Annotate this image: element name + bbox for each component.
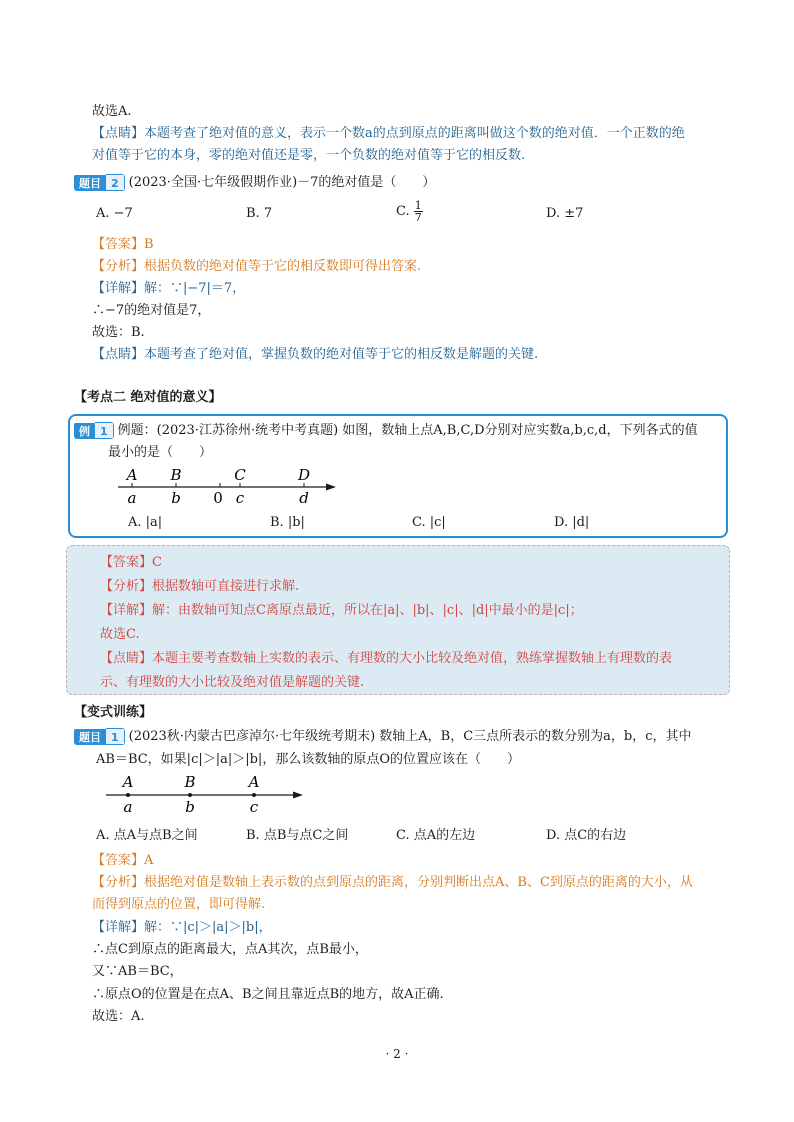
variant-title: 【变式训练】 bbox=[74, 705, 153, 720]
value-label-d: d bbox=[299, 489, 309, 507]
q2-option-a[interactable]: A. −7 bbox=[96, 206, 133, 221]
example-detail-1: 【详解】解：由数轴可知点C离原点最近，所以在|a|、|b|、|c|、|d|中最小的是|c|； bbox=[100, 603, 583, 618]
top-comment-line1: 【点睛】本题考查了绝对值的意义，表示一个数a的点到原点的距离叫做这个数的绝对值．一个正数的绝 bbox=[92, 126, 685, 141]
q2-comment: 【点睛】本题考查了绝对值，掌握负数的绝对值等于它的相反数是解题的关键. bbox=[92, 347, 539, 362]
variant-option-b[interactable]: B. 点B与点C之间 bbox=[246, 828, 349, 843]
variant-analysis-1: 【分析】根据绝对值是数轴上表示数的点到原点的距离，分别判断出点A、B、C到原点的距离的大小，从 bbox=[92, 875, 693, 890]
variant-detail-5: 故选：A. bbox=[92, 1009, 145, 1024]
page-number: · 2 · bbox=[385, 1047, 409, 1061]
example-option-b[interactable]: B. |b| bbox=[270, 515, 305, 530]
variant-stem-line1: 题目 1 (2023秋·内蒙古巴彦淖尔·七年级统考期末) 数轴上A，B，C三点所表示的数分别为a，b，c，其中 bbox=[74, 727, 692, 747]
point-dot-b bbox=[188, 793, 192, 797]
variant-detail-4: ∴原点O的位置是在点A、B之间且靠近点B的地方，故A正确. bbox=[92, 987, 444, 1002]
example-stem-line2: 最小的是（ ） bbox=[108, 445, 213, 460]
question-2-stem: 题目 2 (2023·全国·七年级假期作业)－7的绝对值是（ ） bbox=[74, 173, 435, 193]
top-conclusion: 故选A. bbox=[92, 104, 132, 119]
point-label-B: B bbox=[184, 773, 196, 791]
value-label-a: a bbox=[123, 798, 133, 816]
point-dot-a bbox=[126, 793, 130, 797]
variant-stem-line2: AB＝BC，如果|c|＞|a|＞|b|，那么该数轴的原点O的位置应该在（ ） bbox=[96, 752, 520, 767]
question-badge: 题目 2 bbox=[74, 174, 125, 191]
variant-answer: 【答案】A bbox=[92, 853, 154, 868]
example-option-a[interactable]: A. |a| bbox=[128, 515, 163, 530]
variant-analysis-2: 而得到原点的位置，即可得解. bbox=[92, 897, 266, 912]
point-dot-c bbox=[252, 793, 256, 797]
variant-badge: 题目 1 bbox=[74, 728, 125, 745]
q2-detail-2: ∴−7的绝对值是7， bbox=[92, 303, 211, 318]
point-label-C: C bbox=[234, 466, 246, 484]
q2-option-c[interactable]: C. $\frac{1}{7}$ bbox=[396, 199, 422, 224]
q2-option-b[interactable]: B. 7 bbox=[246, 206, 273, 221]
example-answer: 【答案】C bbox=[100, 555, 162, 570]
axis-arrow-icon bbox=[293, 792, 303, 799]
point-label-B: B bbox=[170, 466, 182, 484]
variant-option-d[interactable]: D. 点C的右边 bbox=[546, 828, 627, 843]
example-badge: 例 1 bbox=[74, 422, 114, 439]
point-label-A: A bbox=[122, 773, 134, 791]
value-label-c: c bbox=[235, 489, 245, 507]
q2-answer: 【答案】B bbox=[92, 237, 154, 252]
point-label-A2: A bbox=[248, 773, 260, 791]
q2-option-d[interactable]: D. ±7 bbox=[546, 206, 584, 221]
example-option-d[interactable]: D. |d| bbox=[554, 515, 590, 530]
example-analysis: 【分析】根据数轴可直接进行求解. bbox=[100, 579, 300, 594]
example-stem-line1: 例 1 例题：(2023·江苏徐州·统考中考真题) 如图，数轴上点A,B,C,D分别对应实数a,b,c,d，下列各式的值 bbox=[74, 421, 698, 441]
section-title: 【考点二 绝对值的意义】 bbox=[74, 390, 222, 405]
fraction-one-seventh: $\frac{1}{7}$ bbox=[414, 199, 422, 224]
example-detail-2: 故选C. bbox=[100, 627, 140, 642]
example-option-c[interactable]: C. |c| bbox=[412, 515, 446, 530]
example-comment-2: 示、有理数的大小比较及绝对值是解题的关键. bbox=[100, 675, 365, 690]
example-number-line bbox=[110, 464, 350, 508]
value-label-b: b bbox=[171, 489, 181, 507]
value-label-0: 0 bbox=[213, 489, 223, 507]
axis-arrow-icon bbox=[326, 484, 336, 491]
q2-detail-3: 故选：B. bbox=[92, 325, 145, 340]
value-label-a: a bbox=[127, 489, 137, 507]
variant-detail-3: 又∵AB＝BC， bbox=[92, 964, 183, 979]
value-label-b: b bbox=[185, 798, 195, 816]
q2-detail-1: 【详解】解：∵|−7|＝7， bbox=[92, 281, 246, 296]
top-comment-line2: 对值等于它的本身，零的绝对值还是零，一个负数的绝对值等于它的相反数. bbox=[92, 148, 526, 163]
point-label-D: D bbox=[297, 466, 311, 484]
point-label-A: A bbox=[126, 466, 138, 484]
example-comment-1: 【点睛】本题主要考查数轴上实数的表示、有理数的大小比较及绝对值，熟练掌握数轴上有理数的表 bbox=[100, 651, 673, 666]
variant-option-c[interactable]: C. 点A的左边 bbox=[396, 828, 476, 843]
variant-option-a[interactable]: A. 点A与点B之间 bbox=[96, 828, 198, 843]
variant-number-line bbox=[100, 770, 320, 816]
variant-detail-2: ∴点C到原点的距离最大，点A其次，点B最小， bbox=[92, 942, 368, 957]
value-label-c: c bbox=[249, 798, 259, 816]
variant-detail-1: 【详解】解：∵|c|＞|a|＞|b|， bbox=[92, 920, 272, 935]
q2-analysis: 【分析】根据负数的绝对值等于它的相反数即可得出答案. bbox=[92, 259, 422, 274]
